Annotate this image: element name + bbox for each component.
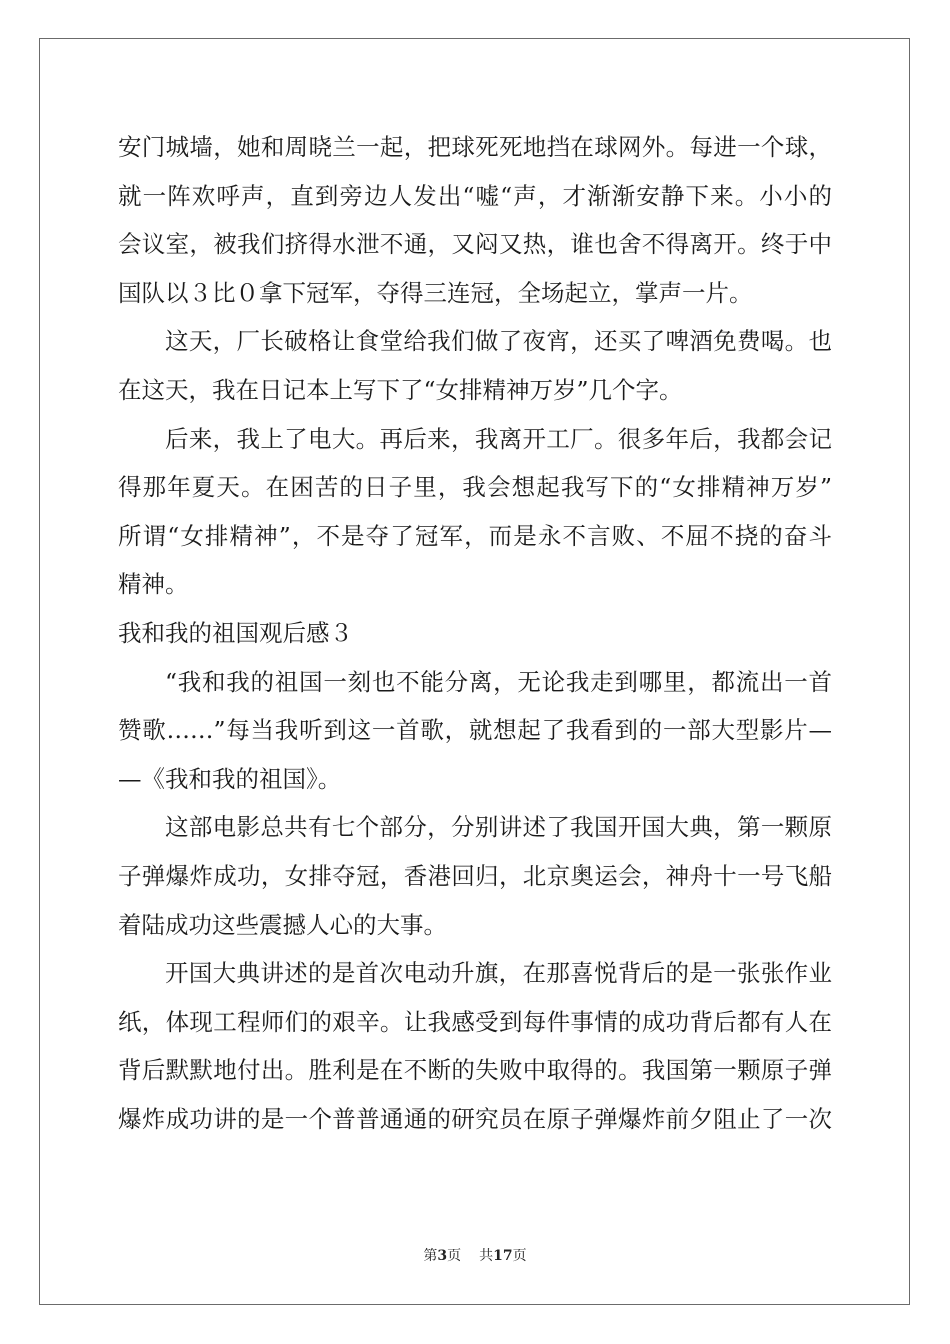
page-footer [0, 1246, 950, 1266]
page-unit: 页 [447, 1248, 462, 1264]
text-line: 安门城墙，她和周晓兰一起，把球死死地挡在球网外。每进一个球， [118, 133, 832, 161]
text-line: 就一阵欢呼声，直到旁边人发出“嘘“声，才渐渐安静下来。小小的 [118, 181, 832, 210]
text-line: 在这天，我在日记本上写下了“女排精神万岁”几个字。 [118, 375, 683, 404]
text-line: 赞歌……”每当我听到这一首歌，就想起了我看到的一部大型影片— [118, 716, 832, 745]
text-line: 精神。 [118, 570, 189, 599]
text-line: 着陆成功这些震撼人心的大事。 [118, 910, 447, 939]
text-line: 背后默默地付出。胜利是在不断的失败中取得的。我国第一颗原子弹 [118, 1056, 832, 1085]
text-line: 爆炸成功讲的是一个普普通通的研究员在原子弹爆炸前夕阻止了一次 [118, 1104, 832, 1133]
page-prefix: 第 [423, 1248, 438, 1264]
text-line: 纸，体现工程师们的艰辛。让我感受到每件事情的成功背后都有人在 [118, 1007, 832, 1036]
text-line: 后来，我上了电大。再后来，我离开工厂。很多年后，我都会记 [165, 424, 832, 453]
text-line: 这部电影总共有七个部分，分别讲述了我国开国大典，第一颗原 [165, 813, 832, 842]
text-line: 得那年夏天。在困苦的日子里，我会想起我写下的“女排精神万岁” [118, 473, 832, 502]
current-page-number: 3 [437, 1248, 448, 1264]
total-page-number: 17 [493, 1248, 513, 1264]
text-line: 所谓“女排精神”，不是夺了冠军，而是永不言败、不屈不挠的奋斗 [118, 521, 832, 550]
document-body [118, 123, 832, 1143]
text-line: “我和我的祖国一刻也不能分离，无论我走到哪里，都流出一首 [165, 667, 832, 696]
text-line: 这天，厂长破格让食堂给我们做了夜宵，还买了啤酒免费喝。也 [165, 327, 832, 356]
text-line: 开国大典讲述的是首次电动升旗，在那喜悦背后的是一张张作业 [165, 959, 832, 988]
text-line: 国队以３比０拿下冠军，夺得三连冠，全场起立，掌声一片。 [118, 278, 753, 307]
text-line: —《我和我的祖国》。 [118, 764, 342, 793]
text-line: 会议室，被我们挤得水泄不通，又闷又热，谁也舍不得离开。终于中 [118, 230, 832, 259]
section-heading: 我和我的祖国观后感３ [118, 618, 353, 647]
total-unit: 页 [512, 1248, 527, 1264]
text-line: 子弹爆炸成功，女排夺冠，香港回归，北京奥运会，神舟十一号飞船 [118, 861, 832, 890]
total-prefix: 共 [479, 1248, 494, 1264]
